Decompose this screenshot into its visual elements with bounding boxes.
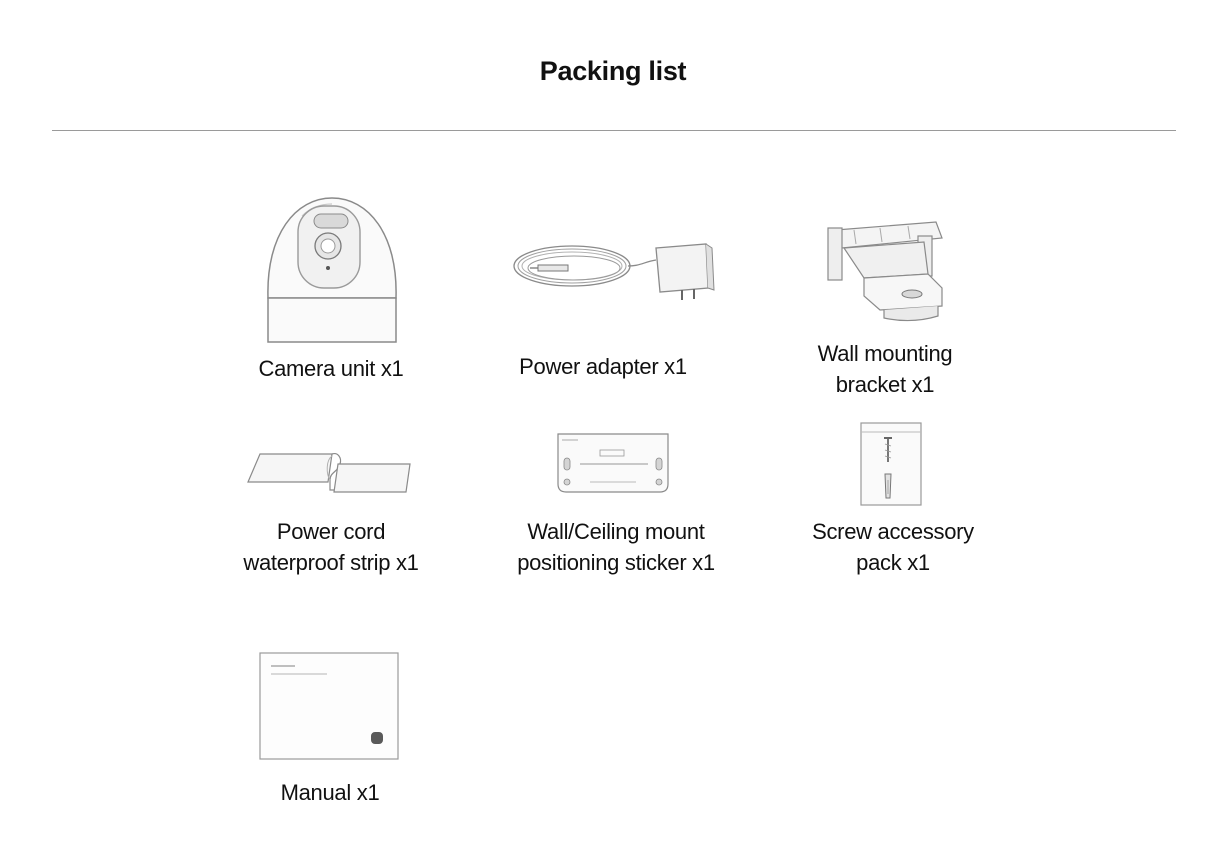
- wall-mounting-bracket-icon: [824, 218, 948, 324]
- power-adapter-label: Power adapter x1: [519, 354, 687, 379]
- camera-unit-label: Camera unit x1: [258, 356, 404, 381]
- page-title: Packing list: [539, 56, 687, 86]
- screw-pack-label: Screw accessory pack x1: [812, 519, 974, 575]
- waterproof-strip-label: Power cord waterproof strip x1: [243, 519, 419, 575]
- screw-pack-icon: [860, 422, 922, 506]
- power-adapter-icon: [510, 238, 722, 304]
- divider: [52, 130, 1176, 131]
- positioning-sticker-label: Wall/Ceiling mount positioning sticker x1: [517, 519, 715, 575]
- manual-label: Manual x1: [280, 780, 380, 805]
- camera-unit-icon: [262, 194, 402, 346]
- manual-icon: [259, 652, 399, 760]
- waterproof-strip-icon: [246, 450, 412, 494]
- wall-mounting-bracket-label: Wall mounting bracket x1: [817, 341, 953, 397]
- positioning-sticker-icon: [556, 432, 670, 494]
